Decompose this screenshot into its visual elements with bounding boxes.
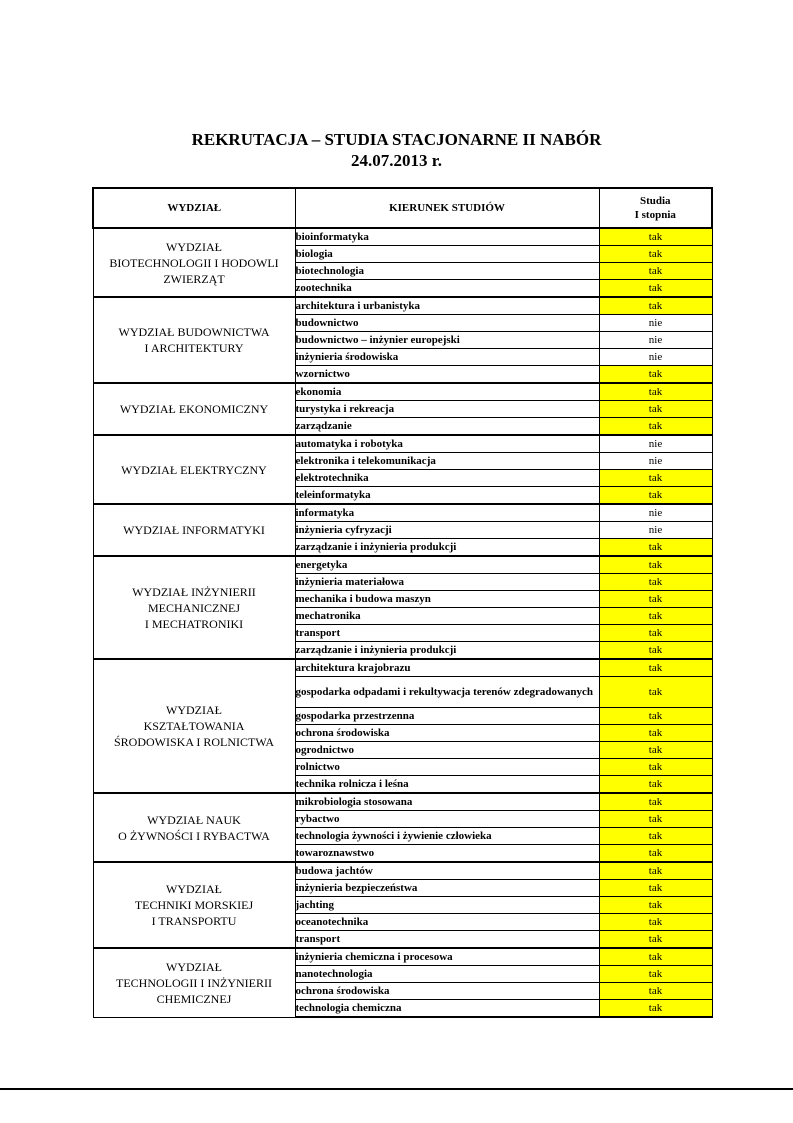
program-name: automatyka i robotyka xyxy=(295,435,599,453)
program-name: technika rolnicza i leśna xyxy=(295,776,599,794)
program-name: ochrona środowiska xyxy=(295,725,599,742)
program-name: mikrobiologia stosowana xyxy=(295,793,599,811)
table-header-row xyxy=(93,188,712,228)
availability-value: tak xyxy=(599,263,712,280)
availability-value: tak xyxy=(599,931,712,949)
recruitment-table xyxy=(92,187,713,1018)
availability-value: tak xyxy=(599,642,712,660)
program-name: inżynieria środowiska xyxy=(295,349,599,366)
program-name: architektura i urbanistyka xyxy=(295,297,599,315)
department-name: WYDZIAŁ TECHNIKI MORSKIEJ I TRANSPORTU xyxy=(93,862,295,948)
table-row xyxy=(93,862,712,880)
department-name: WYDZIAŁ ELEKTRYCZNY xyxy=(93,435,295,504)
program-name: gospodarka przestrzenna xyxy=(295,708,599,725)
availability-value: nie xyxy=(599,315,712,332)
availability-value: tak xyxy=(599,470,712,487)
program-name: elektrotechnika xyxy=(295,470,599,487)
program-name: wzornictwo xyxy=(295,366,599,384)
availability-value: tak xyxy=(599,297,712,315)
department-group xyxy=(93,862,712,948)
availability-value: tak xyxy=(599,725,712,742)
program-name: zootechnika xyxy=(295,280,599,298)
department-name: WYDZIAŁ NAUK O ŻYWNOŚCI I RYBACTWA xyxy=(93,793,295,862)
availability-value: tak xyxy=(599,811,712,828)
availability-value: tak xyxy=(599,228,712,246)
header-studia xyxy=(599,188,712,228)
availability-value: nie xyxy=(599,504,712,522)
table-row xyxy=(93,793,712,811)
program-name: biotechnologia xyxy=(295,263,599,280)
availability-value: tak xyxy=(599,983,712,1000)
program-name: towaroznawstwo xyxy=(295,845,599,863)
program-name: inżynieria chemiczna i procesowa xyxy=(295,948,599,966)
availability-value: tak xyxy=(599,759,712,776)
program-name: mechatronika xyxy=(295,608,599,625)
availability-value: tak xyxy=(599,366,712,384)
table-row xyxy=(93,659,712,677)
availability-value: tak xyxy=(599,845,712,863)
availability-value: tak xyxy=(599,742,712,759)
program-name: zarządzanie xyxy=(295,418,599,436)
table-row xyxy=(93,504,712,522)
page-date: 24.07.2013 r. xyxy=(351,151,442,170)
program-name: zarządzanie i inżynieria produkcji xyxy=(295,539,599,557)
program-name: elektronika i telekomunikacja xyxy=(295,453,599,470)
availability-value: tak xyxy=(599,659,712,677)
table-row xyxy=(93,228,712,246)
program-name: bioinformatyka xyxy=(295,228,599,246)
program-name: architektura krajobrazu xyxy=(295,659,599,677)
department-name: WYDZIAŁ TECHNOLOGII I INŻYNIERII CHEMICZNEJ xyxy=(93,948,295,1017)
department-name: WYDZIAŁ INFORMATYKI xyxy=(93,504,295,556)
program-name: nanotechnologia xyxy=(295,966,599,983)
department-name: WYDZIAŁ EKONOMICZNY xyxy=(93,383,295,435)
availability-value: tak xyxy=(599,383,712,401)
department-name: WYDZIAŁ BIOTECHNOLOGII I HODOWLI ZWIERZĄT xyxy=(93,228,295,297)
availability-value: tak xyxy=(599,591,712,608)
program-name: energetyka xyxy=(295,556,599,574)
program-name: ochrona środowiska xyxy=(295,983,599,1000)
table-row xyxy=(93,948,712,966)
program-name: gospodarka odpadami i rekultywacja terenów zdegradowanych xyxy=(295,677,599,708)
availability-value: tak xyxy=(599,625,712,642)
availability-value: tak xyxy=(599,914,712,931)
availability-value: nie xyxy=(599,453,712,470)
program-name: technologia chemiczna xyxy=(295,1000,599,1018)
footer-rule xyxy=(0,1088,793,1090)
availability-value: nie xyxy=(599,522,712,539)
department-name: WYDZIAŁ INŻYNIERII MECHANICZNEJ I MECHATRONIKI xyxy=(93,556,295,659)
program-name: ogrodnictwo xyxy=(295,742,599,759)
department-group xyxy=(93,948,712,1017)
availability-value: tak xyxy=(599,556,712,574)
department-name: WYDZIAŁ KSZTAŁTOWANIA ŚRODOWISKA I ROLNICTWA xyxy=(93,659,295,793)
program-name: teleinformatyka xyxy=(295,487,599,505)
availability-value: tak xyxy=(599,608,712,625)
availability-value: tak xyxy=(599,862,712,880)
header-studia-line1: Studia xyxy=(639,195,671,207)
header-kierunek: KIERUNEK STUDIÓW xyxy=(295,188,599,228)
availability-value: nie xyxy=(599,435,712,453)
department-group xyxy=(93,556,712,659)
table-row xyxy=(93,556,712,574)
program-name: transport xyxy=(295,931,599,949)
availability-value: tak xyxy=(599,776,712,794)
availability-value: tak xyxy=(599,280,712,298)
availability-value: tak xyxy=(599,966,712,983)
availability-value: tak xyxy=(599,401,712,418)
availability-value: tak xyxy=(599,246,712,263)
page-title: REKRUTACJA – STUDIA STACJONARNE II NABÓR xyxy=(191,130,602,149)
program-name: rolnictwo xyxy=(295,759,599,776)
program-name: budownictwo xyxy=(295,315,599,332)
program-name: budowa jachtów xyxy=(295,862,599,880)
availability-value: nie xyxy=(599,349,712,366)
program-name: inżynieria bezpieczeństwa xyxy=(295,880,599,897)
table-row xyxy=(93,297,712,315)
availability-value: tak xyxy=(599,677,712,708)
department-group xyxy=(93,383,712,435)
program-name: transport xyxy=(295,625,599,642)
availability-value: tak xyxy=(599,1000,712,1018)
department-group xyxy=(93,659,712,793)
program-name: inżynieria cyfryzacji xyxy=(295,522,599,539)
department-group xyxy=(93,435,712,504)
availability-value: tak xyxy=(599,539,712,557)
program-name: jachting xyxy=(295,897,599,914)
table-row xyxy=(93,383,712,401)
program-name: biologia xyxy=(295,246,599,263)
availability-value: tak xyxy=(599,897,712,914)
availability-value: tak xyxy=(599,948,712,966)
department-name: WYDZIAŁ BUDOWNICTWA I ARCHITEKTURY xyxy=(93,297,295,383)
program-name: mechanika i budowa maszyn xyxy=(295,591,599,608)
program-name: turystyka i rekreacja xyxy=(295,401,599,418)
availability-value: tak xyxy=(599,793,712,811)
availability-value: tak xyxy=(599,574,712,591)
program-name: rybactwo xyxy=(295,811,599,828)
table-row xyxy=(93,435,712,453)
program-name: zarządzanie i inżynieria produkcji xyxy=(295,642,599,660)
department-group xyxy=(93,504,712,556)
program-name: budownictwo – inżynier europejski xyxy=(295,332,599,349)
department-group xyxy=(93,297,712,383)
header-wydzial: WYDZIAŁ xyxy=(93,188,295,228)
department-group xyxy=(93,793,712,862)
availability-value: tak xyxy=(599,880,712,897)
program-name: technologia żywności i żywienie człowieka xyxy=(295,828,599,845)
program-name: oceanotechnika xyxy=(295,914,599,931)
program-name: ekonomia xyxy=(295,383,599,401)
header-studia-line2: I stopnia xyxy=(634,209,676,221)
program-name: inżynieria materiałowa xyxy=(295,574,599,591)
availability-value: tak xyxy=(599,828,712,845)
availability-value: tak xyxy=(599,487,712,505)
availability-value: tak xyxy=(599,708,712,725)
department-group xyxy=(93,228,712,297)
availability-value: tak xyxy=(599,418,712,436)
availability-value: nie xyxy=(599,332,712,349)
program-name: informatyka xyxy=(295,504,599,522)
